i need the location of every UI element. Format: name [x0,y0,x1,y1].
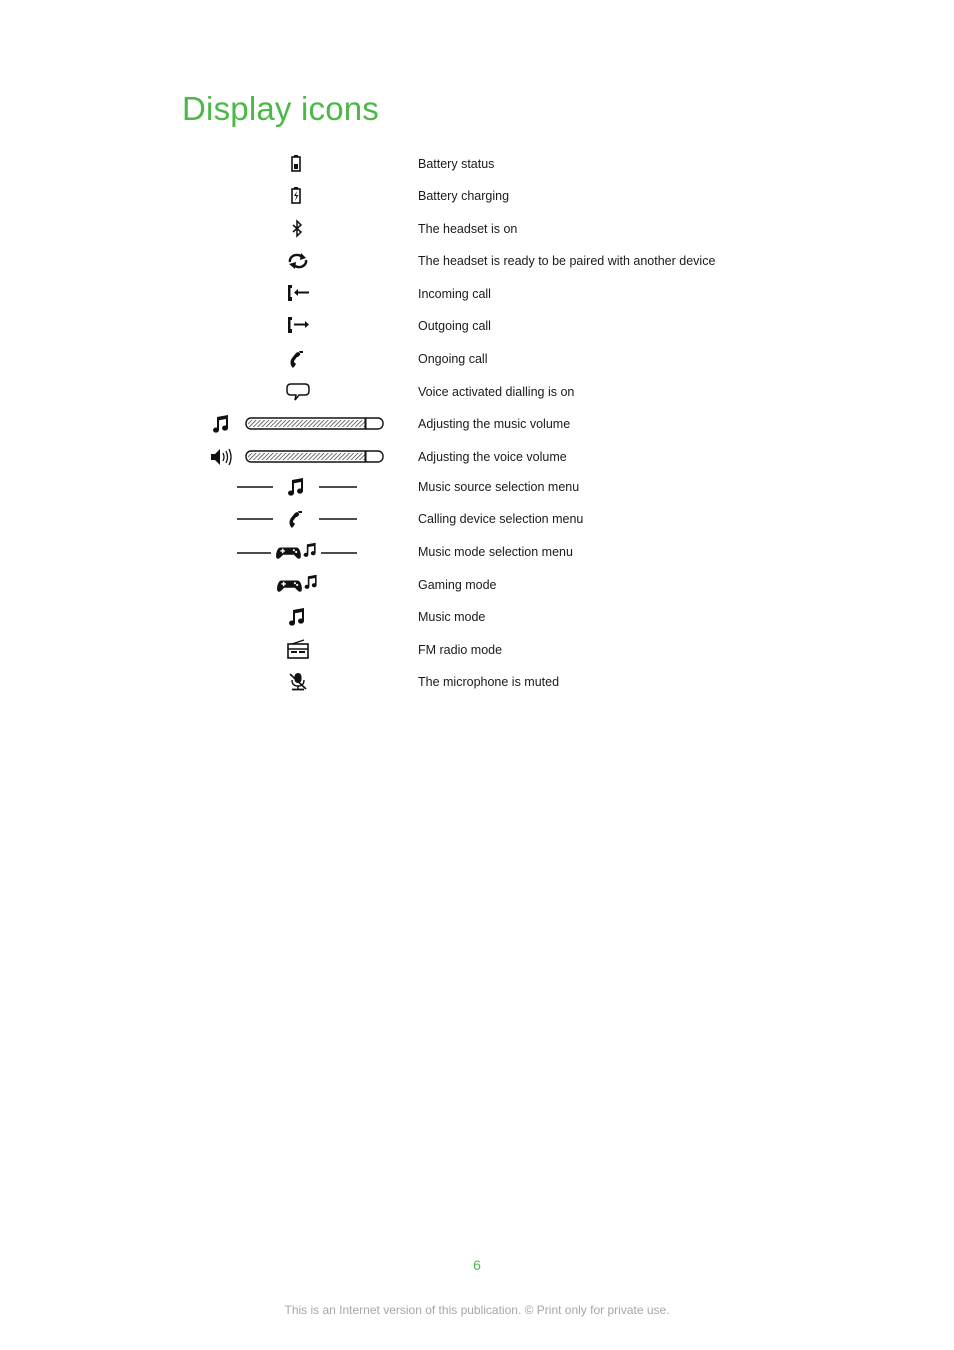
table-row [0,351,954,371]
page-title: Display icons [182,90,380,127]
pairing-icon [200,249,400,273]
voice-dial-icon [200,380,400,404]
icon-description: Battery status [418,157,495,171]
icon-description: Adjusting the music volume [418,417,571,431]
table-row [0,449,954,469]
table-row [0,674,954,694]
outgoing-call-icon [200,314,400,338]
table-row [0,384,954,404]
icon-description: Battery charging [418,189,510,203]
bluetooth-icon [200,217,400,241]
voice-volume-bar-icon [200,445,400,469]
table-row [0,188,954,208]
icon-description: Incoming call [418,287,491,301]
table-row [0,221,954,241]
music-mode-menu-icon [200,540,400,564]
music-volume-bar-icon [200,412,400,436]
page-number: 6 [473,1257,481,1273]
battery-status-icon [200,152,400,176]
table-row [0,642,954,662]
mic-muted-icon [200,670,400,694]
table-row [0,318,954,338]
ongoing-call-icon [200,347,400,371]
footer-note: This is an Internet version of this publication. © Print only for private use. [284,1303,670,1317]
music-mode-icon [200,605,400,629]
table-row [0,577,954,597]
table-row [0,156,954,176]
icon-description: Music mode [418,610,486,624]
icon-description: Voice activated dialling is on [418,385,575,399]
gaming-mode-icon [200,573,400,597]
table-row [0,511,954,531]
table-row [0,253,954,273]
battery-charging-icon [200,184,400,208]
music-source-menu-icon [200,475,400,499]
table-row [0,286,954,306]
table-row [0,544,954,564]
table-row [0,416,954,436]
icon-description: Calling device selection menu [418,512,584,526]
icon-description: Music source selection menu [418,480,580,494]
table-row [0,609,954,629]
icon-description: FM radio mode [418,643,503,657]
calling-device-menu-icon [200,507,400,531]
icon-description: The headset is on [418,222,518,236]
icon-description: Music mode selection menu [418,545,573,559]
icon-description: Ongoing call [418,352,488,366]
icon-description: Adjusting the voice volume [418,450,567,464]
icon-description: Outgoing call [418,319,491,333]
incoming-call-icon [200,282,400,306]
table-row [0,479,954,499]
icon-description: The microphone is muted [418,675,560,689]
icon-description: The headset is ready to be paired with another device [418,254,716,268]
fm-radio-icon [200,638,400,662]
icon-description: Gaming mode [418,578,497,592]
